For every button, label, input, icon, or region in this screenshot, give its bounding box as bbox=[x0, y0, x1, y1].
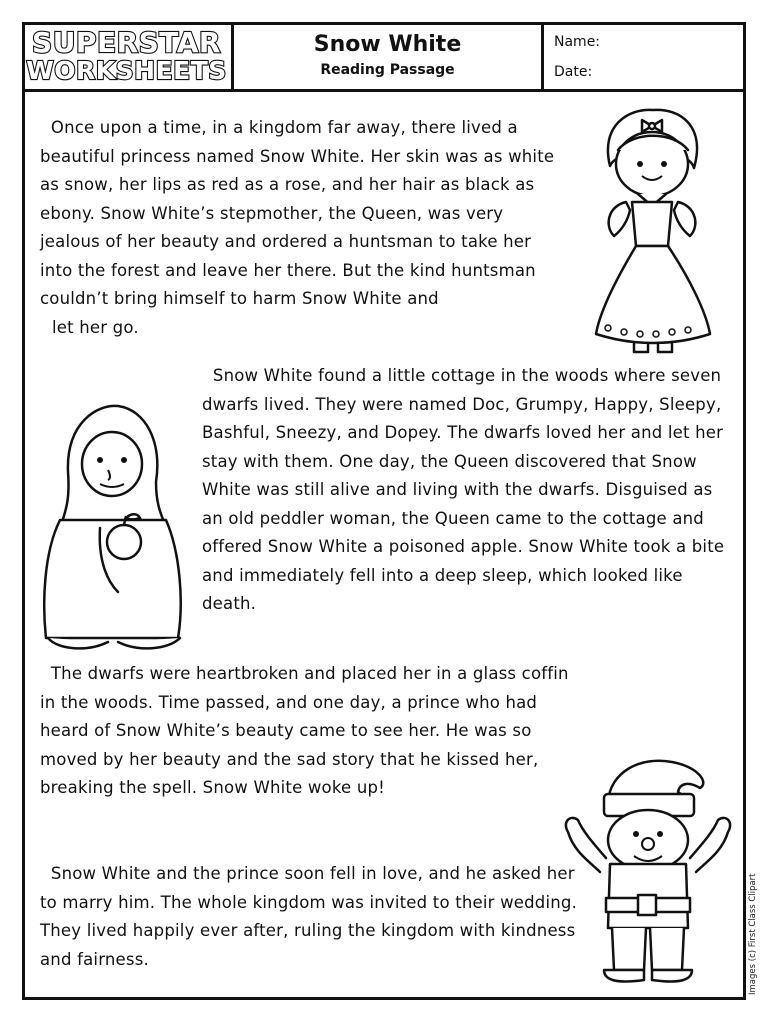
paragraph-1-end: let her go. bbox=[52, 317, 139, 337]
paragraph-3 bbox=[40, 660, 580, 803]
paragraph-2-text: Snow White found a little cottage in the woods where seven dwarfs lived. They were named Doc, Grumpy, Happy, Sleepy, Bashful, Sneezy, and Dopey. The dwarfs loved her and let her stay with them. One day, the Queen discovered that Snow White was still alive and living with the dwarfs. Disguised as an old peddler woman, the Queen came to the cottage and offered Snow White a poisoned apple. Snow White took a bite and immediately fell into a deep sleep, which looked like death. bbox=[202, 366, 725, 613]
image-credit: Images (c) First Class Clipart bbox=[748, 873, 758, 995]
paragraph-4 bbox=[40, 860, 580, 974]
name-field-label: Name: bbox=[554, 34, 601, 50]
paragraph-2 bbox=[202, 362, 732, 619]
dwarf-illustration bbox=[560, 752, 738, 990]
paragraph-1-text: Once upon a time, in a kingdom far away, there lived a beautiful princess named Snow White. Her skin was as white as snow, her lips as red as a rose, and her hair as black as ebony. Snow White’s stepmother, the Queen, was very jealous of her beauty and ordered a huntsman to take her into the forest and leave her there. But the kind huntsman couldn’t bring himself to harm Snow White and bbox=[40, 118, 555, 308]
paragraph-3-text: The dwarfs were heartbroken and placed her in a glass coffin in the woods. Time passed, and one day, a prince who had heard of Snow White’s beauty came to see her. He was so moved by her beauty and the sad story that he kissed her, breaking the spell. Snow White woke up! bbox=[40, 664, 569, 797]
paragraph-1 bbox=[40, 114, 560, 342]
logo-line-1: SUPERSTAR bbox=[32, 26, 221, 59]
date-field-label: Date: bbox=[554, 64, 593, 80]
page-title: Snow White bbox=[313, 32, 462, 57]
logo-line-2: WORKSHEETS bbox=[26, 56, 227, 85]
page-subtitle: Reading Passage bbox=[320, 62, 455, 78]
title-block bbox=[234, 22, 544, 89]
queen-peddler-illustration bbox=[38, 402, 188, 658]
worksheet-header bbox=[22, 22, 746, 92]
paragraph-4-text: Snow White and the prince soon fell in love, and he asked her to marry him. The whole kingdom was invited to their wedding. They lived happily ever after, ruling the kingdom with kindness and fairness. bbox=[40, 864, 578, 969]
snow-white-illustration bbox=[588, 106, 718, 354]
student-info bbox=[544, 22, 743, 89]
logo bbox=[22, 22, 234, 89]
